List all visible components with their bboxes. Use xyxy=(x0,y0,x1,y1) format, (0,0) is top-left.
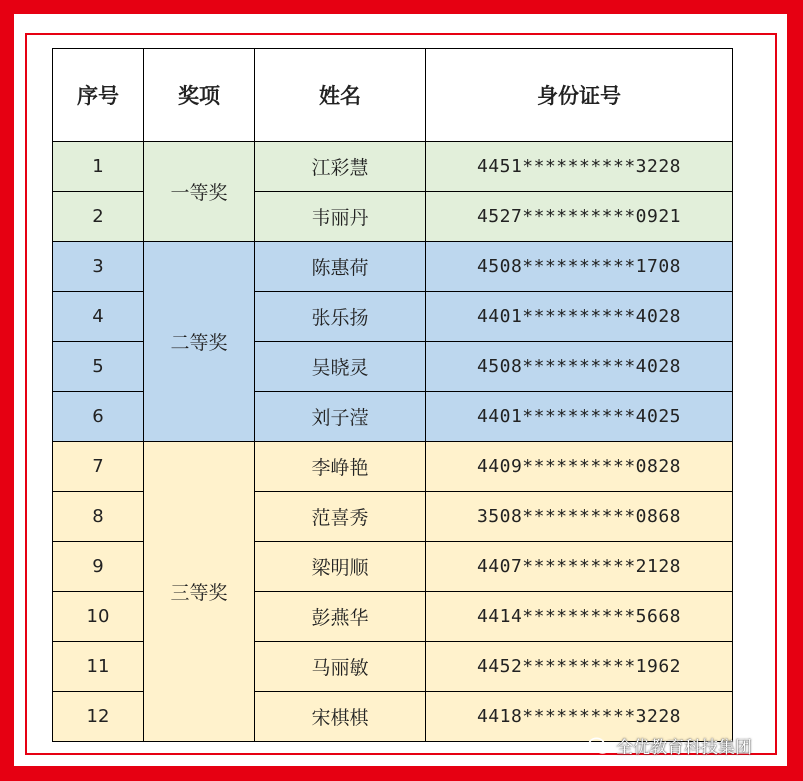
row-id: 4407**********2128 xyxy=(426,542,733,592)
row-name: 陈惠荷 xyxy=(255,242,426,292)
header-id-number: 身份证号 xyxy=(426,49,733,142)
row-index: 4 xyxy=(53,292,144,342)
award-cell-third: 三等奖 xyxy=(144,442,255,742)
row-id: 4508**********4028 xyxy=(426,342,733,392)
row-id: 4414**********5668 xyxy=(426,592,733,642)
row-id: 4451**********3228 xyxy=(426,142,733,192)
row-name: 张乐扬 xyxy=(255,292,426,342)
row-index: 11 xyxy=(53,642,144,692)
row-index: 1 xyxy=(53,142,144,192)
row-name: 吴晓灵 xyxy=(255,342,426,392)
wechat-icon xyxy=(588,737,610,755)
row-id: 4401**********4028 xyxy=(426,292,733,342)
row-index: 3 xyxy=(53,242,144,292)
award-table xyxy=(52,48,733,742)
row-id: 4508**********1708 xyxy=(426,242,733,292)
row-id: 4527**********0921 xyxy=(426,192,733,242)
award-cell-second: 二等奖 xyxy=(144,242,255,442)
row-index: 2 xyxy=(53,192,144,242)
header-name: 姓名 xyxy=(255,49,426,142)
watermark-text: 全优教育科技集团 xyxy=(616,738,752,758)
row-name: 梁明顺 xyxy=(255,542,426,592)
row-index: 9 xyxy=(53,542,144,592)
row-name: 马丽敏 xyxy=(255,642,426,692)
row-index: 7 xyxy=(53,442,144,492)
row-name: 彭燕华 xyxy=(255,592,426,642)
row-name: 江彩慧 xyxy=(255,142,426,192)
row-id: 4401**********4025 xyxy=(426,392,733,442)
row-name: 李峥艳 xyxy=(255,442,426,492)
row-index: 5 xyxy=(53,342,144,392)
row-id: 4409**********0828 xyxy=(426,442,733,492)
table-row xyxy=(53,142,733,192)
row-id: 4418**********3228 xyxy=(426,692,733,742)
row-index: 6 xyxy=(53,392,144,442)
row-name: 韦丽丹 xyxy=(255,192,426,242)
row-name: 宋棋棋 xyxy=(255,692,426,742)
table-row xyxy=(53,242,733,292)
row-index: 12 xyxy=(53,692,144,742)
header-index: 序号 xyxy=(53,49,144,142)
row-name: 范喜秀 xyxy=(255,492,426,542)
header-row xyxy=(53,49,733,142)
table-row xyxy=(53,442,733,492)
award-cell-first: 一等奖 xyxy=(144,142,255,242)
header-award: 奖项 xyxy=(144,49,255,142)
row-id: 4452**********1962 xyxy=(426,642,733,692)
row-id: 3508**********0868 xyxy=(426,492,733,542)
row-index: 8 xyxy=(53,492,144,542)
watermark xyxy=(588,733,752,758)
row-name: 刘子滢 xyxy=(255,392,426,442)
row-index: 10 xyxy=(53,592,144,642)
